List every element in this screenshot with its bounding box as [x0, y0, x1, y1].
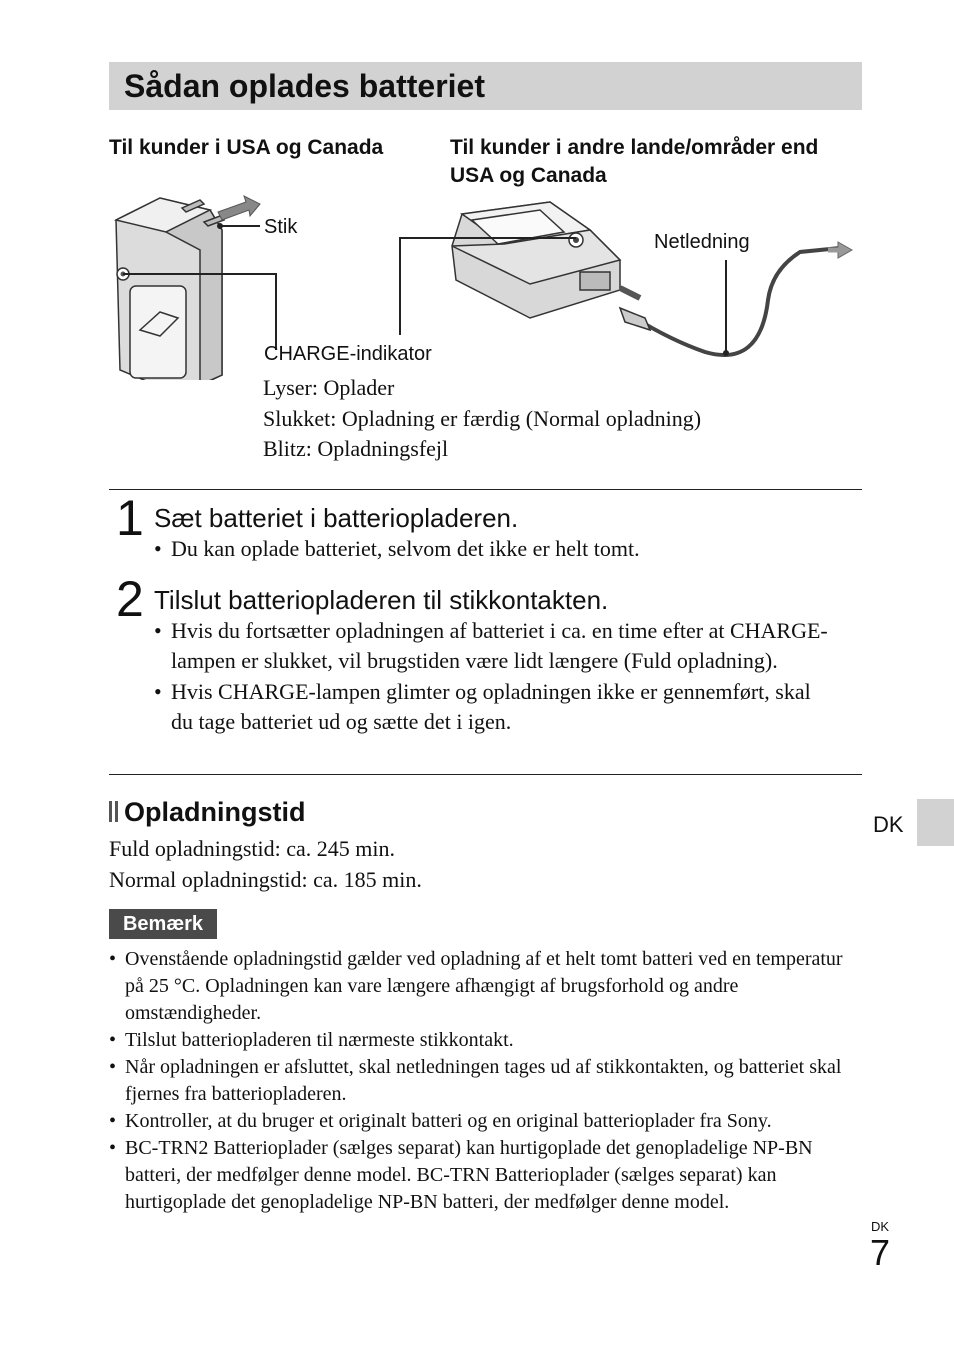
step-bullet: • Du kan oplade batteriet, selvom det ikke er helt tomt. — [154, 534, 854, 564]
step-bullets — [154, 616, 834, 737]
step-title: Tilslut batteriopladeren til stikkontakten. — [154, 585, 609, 615]
step-number: 1 — [116, 490, 144, 546]
note-item: • Kontroller, at du bruger et originalt batteri og en original batterioplader fra Sony. — [109, 1108, 864, 1135]
power-cord — [630, 248, 840, 355]
status-line: Lyser: Oplader — [263, 375, 395, 400]
other-charger-drawing — [452, 202, 620, 318]
step-bullet: • Hvis du fortsætter opladningen af batteriet i ca. en time efter at CHARGE-lampen er slukket, vil brugstiden være lidt længere (Fuld opladning). — [154, 616, 834, 676]
divider-bottom — [109, 774, 862, 775]
section-heading — [109, 796, 306, 828]
charging-time-list — [109, 834, 422, 895]
charging-time-line: Fuld opladningstid: ca. 245 min. — [109, 836, 395, 861]
side-tab-label: DK — [873, 812, 904, 837]
step-bullets — [154, 534, 854, 564]
divider-top — [109, 489, 862, 490]
charger-illustration — [100, 190, 880, 380]
insert-arrow-icon — [620, 288, 640, 298]
side-tab — [917, 799, 954, 846]
col-heading-other: Til kunder i andre lande/områder end USA og Canada — [450, 136, 819, 187]
note-item: • Ovenstående opladningstid gælder ved opladning af et helt tomt batteri ved en temperatur på 25 °C. Opladningen kan vare længere afhængigt af brugsforhold og andre omstændigheder. — [109, 946, 864, 1027]
cord-arrow-icon — [838, 242, 852, 258]
page-title: Sådan oplades batteriet — [124, 68, 485, 104]
note-badge: Bemærk — [109, 909, 217, 939]
label-stik: Stik — [264, 216, 298, 238]
label-netledning: Netledning — [654, 231, 750, 253]
step-number: 2 — [116, 571, 144, 627]
step-bullet: • Hvis CHARGE-lampen glimter og opladningen ikke er gennemført, skal du tage batteriet ud og sætte det i igen. — [154, 677, 834, 737]
label-charge-indicator: CHARGE-indikator — [264, 343, 432, 365]
status-list — [263, 373, 701, 465]
status-line: Slukket: Opladning er færdig (Normal opladning) — [263, 405, 702, 431]
note-item: • Tilslut batteriopladeren til nærmeste stikkontakt. — [109, 1027, 864, 1054]
status-line: Blitz: Opladningsfejl — [263, 436, 449, 461]
step-title: Sæt batteriet i batteriopladeren. — [154, 503, 519, 533]
plug-arrow-icon — [218, 196, 260, 220]
note-item: • BC-TRN2 Batterioplader (sælges separat) kan hurtigoplade det genopladelige NP-BN batteri, der medfølger denne model. BC-TRN Batterioplader (sælges separat) kan hurtigoplade det genopladelige NP-BN batteri, der medfølger denne model. — [109, 1135, 864, 1216]
col-heading-usa: Til kunder i USA og Canada — [109, 136, 384, 159]
note-list — [109, 946, 864, 1216]
charging-time-line: Normal opladningstid: ca. 185 min. — [109, 866, 422, 892]
page-lang: DK — [871, 1219, 890, 1234]
section-heading-text: Opladningstid — [124, 797, 306, 827]
page-number: 7 — [870, 1232, 891, 1273]
section-marker-icon — [109, 801, 118, 822]
note-item: • Når opladningen er afsluttet, skal netledningen tages ud af stikkontakten, og batteriet skal fjernes fra batteriopladeren. — [109, 1054, 864, 1108]
usa-charger-drawing — [116, 198, 224, 380]
